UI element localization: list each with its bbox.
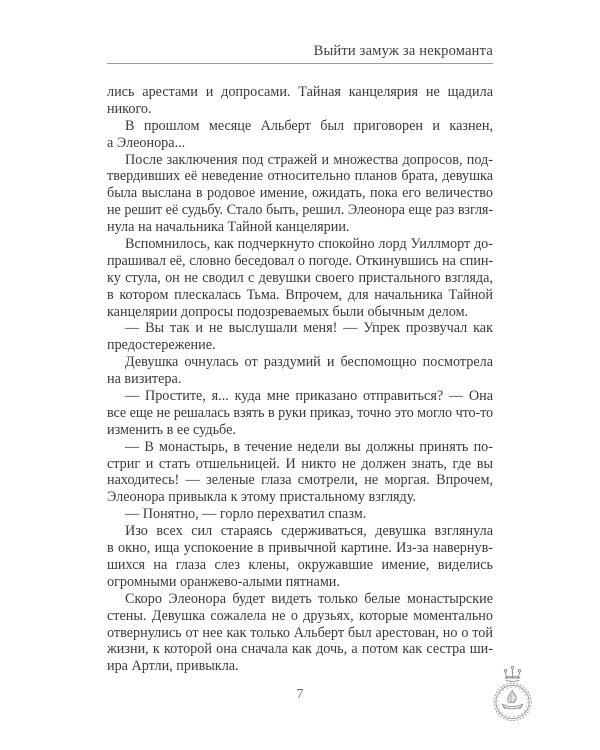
text-line: ку стула, он не сводил с девушки своего пристального взгляда,: [107, 269, 493, 286]
text-line: Элеонора привыкла к этому пристальному взгляду.: [107, 489, 416, 506]
running-title: Выйти замуж за некроманта: [313, 43, 493, 59]
text-line: была выслана в родовое имение, ожидать, пока его величество: [107, 185, 493, 202]
text-line: не решит её судьбу. Стало быть, решил. Элеонора еще раз взгля-: [107, 202, 493, 219]
text-line: ира Артли, привыкла.: [107, 658, 239, 675]
text-line: — Простите, я... куда мне приказано отправиться? — Она: [125, 388, 493, 405]
page-text: [107, 84, 493, 675]
text-line: все еще не решалась взять в руки приказ, точно это могло что-то: [107, 404, 493, 421]
text-line: — Вы так и не выслушали меня! — Упрек прозвучал как: [125, 320, 493, 337]
text-line: стены. Девушка сожалела не о друзьях, которые моментально: [107, 607, 493, 624]
text-line: стриг и стать отшельницей. И никто не должен знать, где вы: [107, 455, 493, 472]
text-line: После заключения под стражей и множества допросов, под-: [125, 151, 493, 168]
text-line: нула на начальника Тайной канцелярии.: [107, 219, 350, 236]
text-line: находитесь! — зеленые глаза смотрели, не моргая. Впрочем,: [107, 472, 493, 489]
text-line: отвернулись от нее как только Альберт был арестован, но о той: [107, 624, 493, 641]
text-line: на визитера.: [107, 371, 182, 388]
text-line: Скоро Элеонора будет видеть только белые монастырские: [125, 590, 493, 607]
text-line: в котором плескалась Тьма. Впрочем, для начальника Тайной: [107, 286, 493, 303]
text-line: Изо всех сил стараясь сдерживаться, девушка взглянула: [125, 523, 493, 540]
text-line: предостережение.: [107, 337, 216, 354]
text-line: — Понятно, — горло перехватил спазм.: [125, 506, 367, 523]
text-line: жизни, к которой она сначала как дочь, а потом как сестра ши-: [107, 641, 493, 658]
text-line: в окно, ища успокоение в привычной картине. Из-за навернув-: [107, 540, 493, 557]
text-line: Вспомнилось, как подчеркнуто спокойно лорд Уиллморт до-: [125, 236, 493, 253]
header-rule: [107, 63, 493, 64]
text-line: — В монастырь, в течение недели вы должны принять по-: [125, 438, 493, 455]
text-line: В прошлом месяце Альберт был приговорен и казнен,: [125, 117, 493, 134]
text-line: Девушка очнулась от раздумий и беспомощно посмотрела: [125, 354, 493, 371]
text-line: лись арестами и допросами. Тайная канцелярия не щадила: [107, 84, 493, 100]
crown-laurel-flame-emblem-icon: [486, 664, 539, 724]
page-number: 7: [296, 687, 304, 702]
text-line: а Элеонора...: [107, 134, 186, 151]
text-line: огромными оранжево-алыми пятнами.: [107, 573, 340, 590]
text-line: прашивал её, словно беседовал о погоде. Откинувшись на спин-: [107, 252, 493, 269]
text-line: канцелярии допросы подозреваемых были обычным делом.: [107, 303, 469, 320]
text-line: шихся на глаза слез клены, окружавшие имение, виделись: [107, 556, 493, 573]
text-line: изменить в ее судьбе.: [107, 421, 236, 438]
text-line: никого.: [107, 100, 152, 117]
text-line: твердивших её неведение относительно планов брата, девушка: [107, 168, 493, 185]
